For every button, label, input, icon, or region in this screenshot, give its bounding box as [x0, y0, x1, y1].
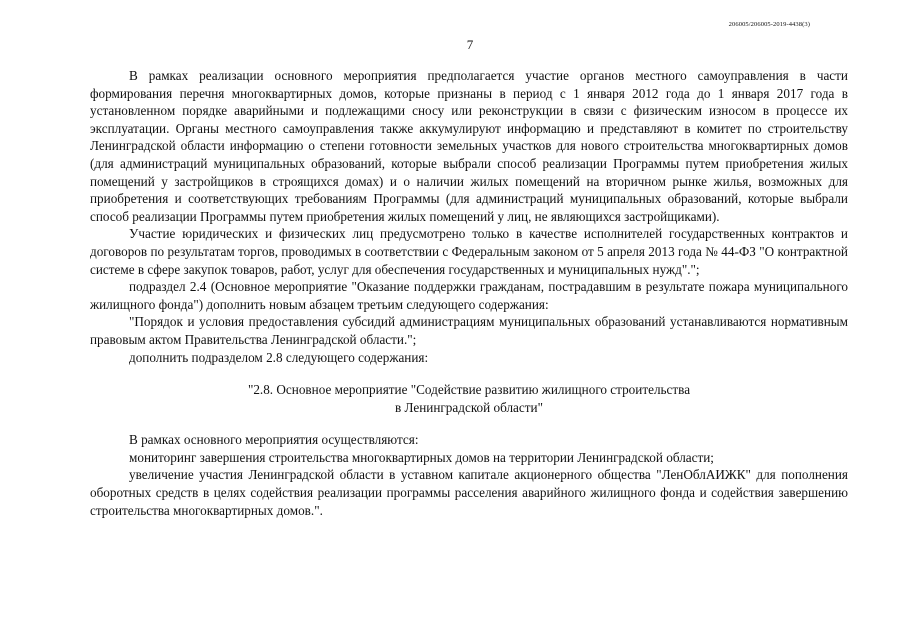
section-heading-line2: в Ленинградской области": [395, 399, 543, 415]
paragraph-subsidy-procedure: "Порядок и условия предоставления субсидий администрациям муниципальных образований устанавливаются нормативным правовым актом Правительства Ленинградской области.";: [90, 314, 848, 347]
section-heading-line1: "2.8. Основное мероприятие "Содействие развитию жилищного строительства: [247, 382, 691, 398]
section-heading-2-8: [90, 381, 848, 416]
paragraph-main-event-description: В рамках реализации основного мероприятия предполагается участие органов местного самоуправления в части формирования перечня многоквартирных домов, которые признаны в период с 1 января 2012 года до 1 января 2017 года в установленном порядке аварийными и подлежащими сносу или реконструкции в связи с физическим износом в процессе их эксплуатации. Органы местного самоуправления также аккумулируют информацию и представляют в комитет по строительству Ленинградской области информацию о степени готовности земельных участков для нового строительства многоквартирных домов (для администраций муниципальных образований, которые выбрали способ реализации Программы путем приобретения жилых помещений у застройщиков в строящихся домах) и о наличии жилых помещений на вторичном рынке жилья, возможных для приобретения и соответствующих требованиям Программы (для администраций муниципальных образований, которые выбрали способ реализации Программы путем приобретения жилых помещений у лиц, не являющихся застройщиками).: [90, 68, 848, 224]
paragraph-subsection-2-4: подраздел 2.4 (Основное мероприятие "Оказание поддержки гражданам, пострадавшим в результате пожара муниципального жилищного фонда") дополнить новым абзацем третьим следующего содержания:: [90, 279, 848, 312]
paragraph-add-subsection-2-8: дополнить подразделом 2.8 следующего содержания:: [129, 349, 429, 365]
paragraph-monitoring: мониторинг завершения строительства многоквартирных домов на территории Ленинградской области;: [129, 449, 714, 465]
page-number: 7: [466, 37, 474, 52]
document-body: [90, 67, 848, 519]
paragraph-within-event: В рамках основного мероприятия осуществляются:: [129, 432, 419, 448]
paragraph-capital-increase: увеличение участия Ленинградской области в уставном капитале акционерного общества "ЛенОблАИЖК" для пополнения оборотных средств в целях содействия реализации программы расселения аварийного жилищного фонда и содействия завершению строительства многоквартирных домов.".: [90, 467, 848, 518]
paragraph-legal-entities: Участие юридических и физических лиц предусмотрено только в качестве исполнителей государственных контрактов и договоров по результатам торгов, проводимых в соответствии с Федеральным законом от 5 апреля 2013 года № 44-ФЗ "О контрактной системе в сфере закупок товаров, работ, услуг для обеспечения государственных и муниципальных нужд".";: [90, 226, 848, 277]
document-id: 206005/206005-2019-4438(3): [728, 21, 810, 28]
